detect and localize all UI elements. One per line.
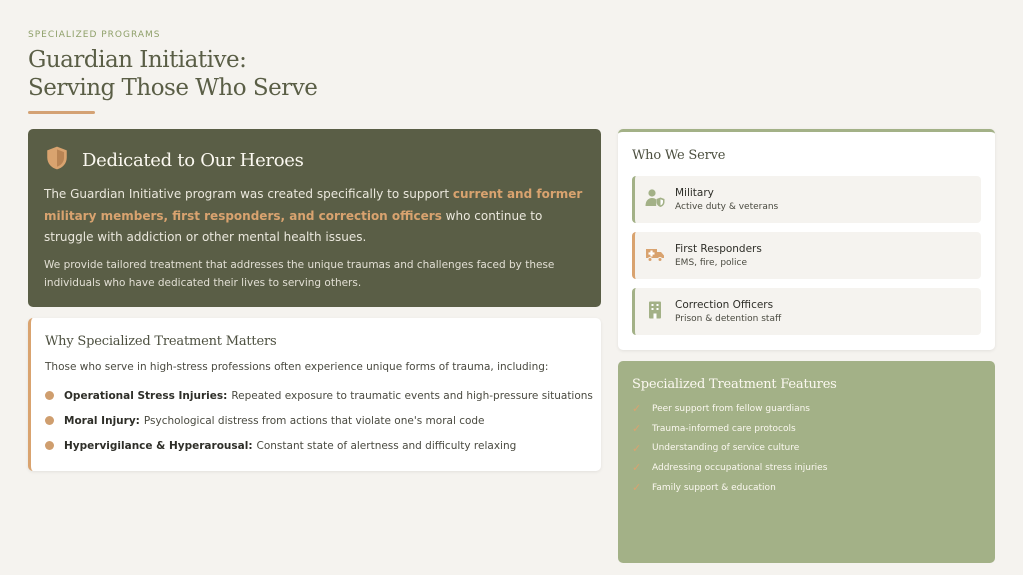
who-item-first-responders bbox=[632, 232, 981, 279]
feature-label: Addressing occupational stress injuries bbox=[652, 462, 828, 473]
who-item-title: Military bbox=[675, 187, 714, 199]
list-item-desc: Constant state of alertness and difficulty relaxing bbox=[256, 439, 517, 452]
bullet-dot-icon bbox=[45, 416, 54, 425]
who-item-title: Correction Officers bbox=[675, 299, 774, 311]
list-item bbox=[45, 433, 587, 458]
why-title: Why Specialized Treatment Matters bbox=[45, 334, 277, 349]
who-item-text bbox=[675, 243, 762, 268]
hero-lead-end: who continue to struggle with addiction or other mental health issues. bbox=[44, 208, 543, 244]
list-item bbox=[632, 399, 981, 419]
list-item-term: Operational Stress Injuries: bbox=[64, 389, 228, 402]
who-item-subtitle: Prison & detention staff bbox=[675, 314, 782, 324]
check-icon: ✓ bbox=[632, 422, 642, 436]
who-item-subtitle: EMS, fire, police bbox=[675, 258, 748, 268]
ambulance-icon bbox=[645, 244, 665, 268]
page-title bbox=[28, 46, 317, 102]
who-item-text bbox=[675, 299, 781, 324]
list-item bbox=[632, 438, 981, 458]
who-item-military bbox=[632, 176, 981, 223]
hero-subtext: We provide tailored treatment that addresses the unique traumas and challenges faced by these individuals who have dedicated their lives to serving others. bbox=[44, 258, 555, 289]
hero-card bbox=[28, 129, 601, 307]
building-icon bbox=[645, 300, 665, 324]
who-item-title: First Responders bbox=[675, 243, 762, 255]
who-item-correction-officers bbox=[632, 288, 981, 335]
shield-icon bbox=[44, 145, 70, 175]
list-item bbox=[45, 408, 587, 433]
check-icon: ✓ bbox=[632, 402, 642, 416]
why-list bbox=[45, 383, 593, 458]
why-intro: Those who serve in high-stress professions often experience unique forms of trauma, including: bbox=[45, 361, 549, 373]
bullet-dot-icon bbox=[45, 441, 54, 450]
feature-label: Understanding of service culture bbox=[652, 443, 800, 454]
who-item-text bbox=[675, 187, 778, 212]
list-item bbox=[632, 458, 981, 478]
user-shield-icon bbox=[645, 188, 665, 212]
list-item-term: Hypervigilance & Hyperarousal: bbox=[64, 439, 253, 452]
hero-title: Dedicated to Our Heroes bbox=[82, 149, 304, 171]
hero-lead-start: The Guardian Initiative program was created specifically to support bbox=[44, 187, 453, 201]
who-item-subtitle: Active duty & veterans bbox=[675, 202, 779, 212]
feature-label: Trauma-informed care protocols bbox=[652, 423, 796, 434]
page-title-line1: Guardian Initiative: bbox=[28, 47, 247, 73]
check-icon: ✓ bbox=[632, 441, 642, 455]
list-item bbox=[632, 419, 981, 439]
check-icon: ✓ bbox=[632, 481, 642, 495]
who-we-serve-card bbox=[618, 129, 995, 350]
title-underline bbox=[28, 111, 95, 114]
hero-lead bbox=[44, 184, 585, 249]
list-item-desc: Psychological distress from actions that violate one's moral code bbox=[143, 414, 485, 427]
who-title: Who We Serve bbox=[632, 148, 726, 163]
features-card bbox=[618, 361, 995, 563]
feature-label: Peer support from fellow guardians bbox=[652, 403, 810, 414]
eyebrow-label: SPECIALIZED PROGRAMS bbox=[28, 30, 161, 40]
hero-header bbox=[44, 145, 585, 175]
features-list bbox=[632, 399, 981, 497]
why-card bbox=[28, 318, 601, 471]
list-item-desc: Repeated exposure to traumatic events and high-pressure situations bbox=[231, 389, 593, 402]
list-item bbox=[45, 383, 593, 408]
features-title: Specialized Treatment Features bbox=[632, 377, 837, 392]
list-item bbox=[632, 478, 981, 498]
check-icon: ✓ bbox=[632, 461, 642, 475]
hero-lead-highlight: current and former military members, first responders, and correction officers bbox=[44, 187, 583, 223]
list-item-term: Moral Injury: bbox=[64, 414, 140, 427]
bullet-dot-icon bbox=[45, 391, 54, 400]
page-title-line2: Serving Those Who Serve bbox=[28, 75, 318, 101]
feature-label: Family support & education bbox=[652, 482, 776, 493]
